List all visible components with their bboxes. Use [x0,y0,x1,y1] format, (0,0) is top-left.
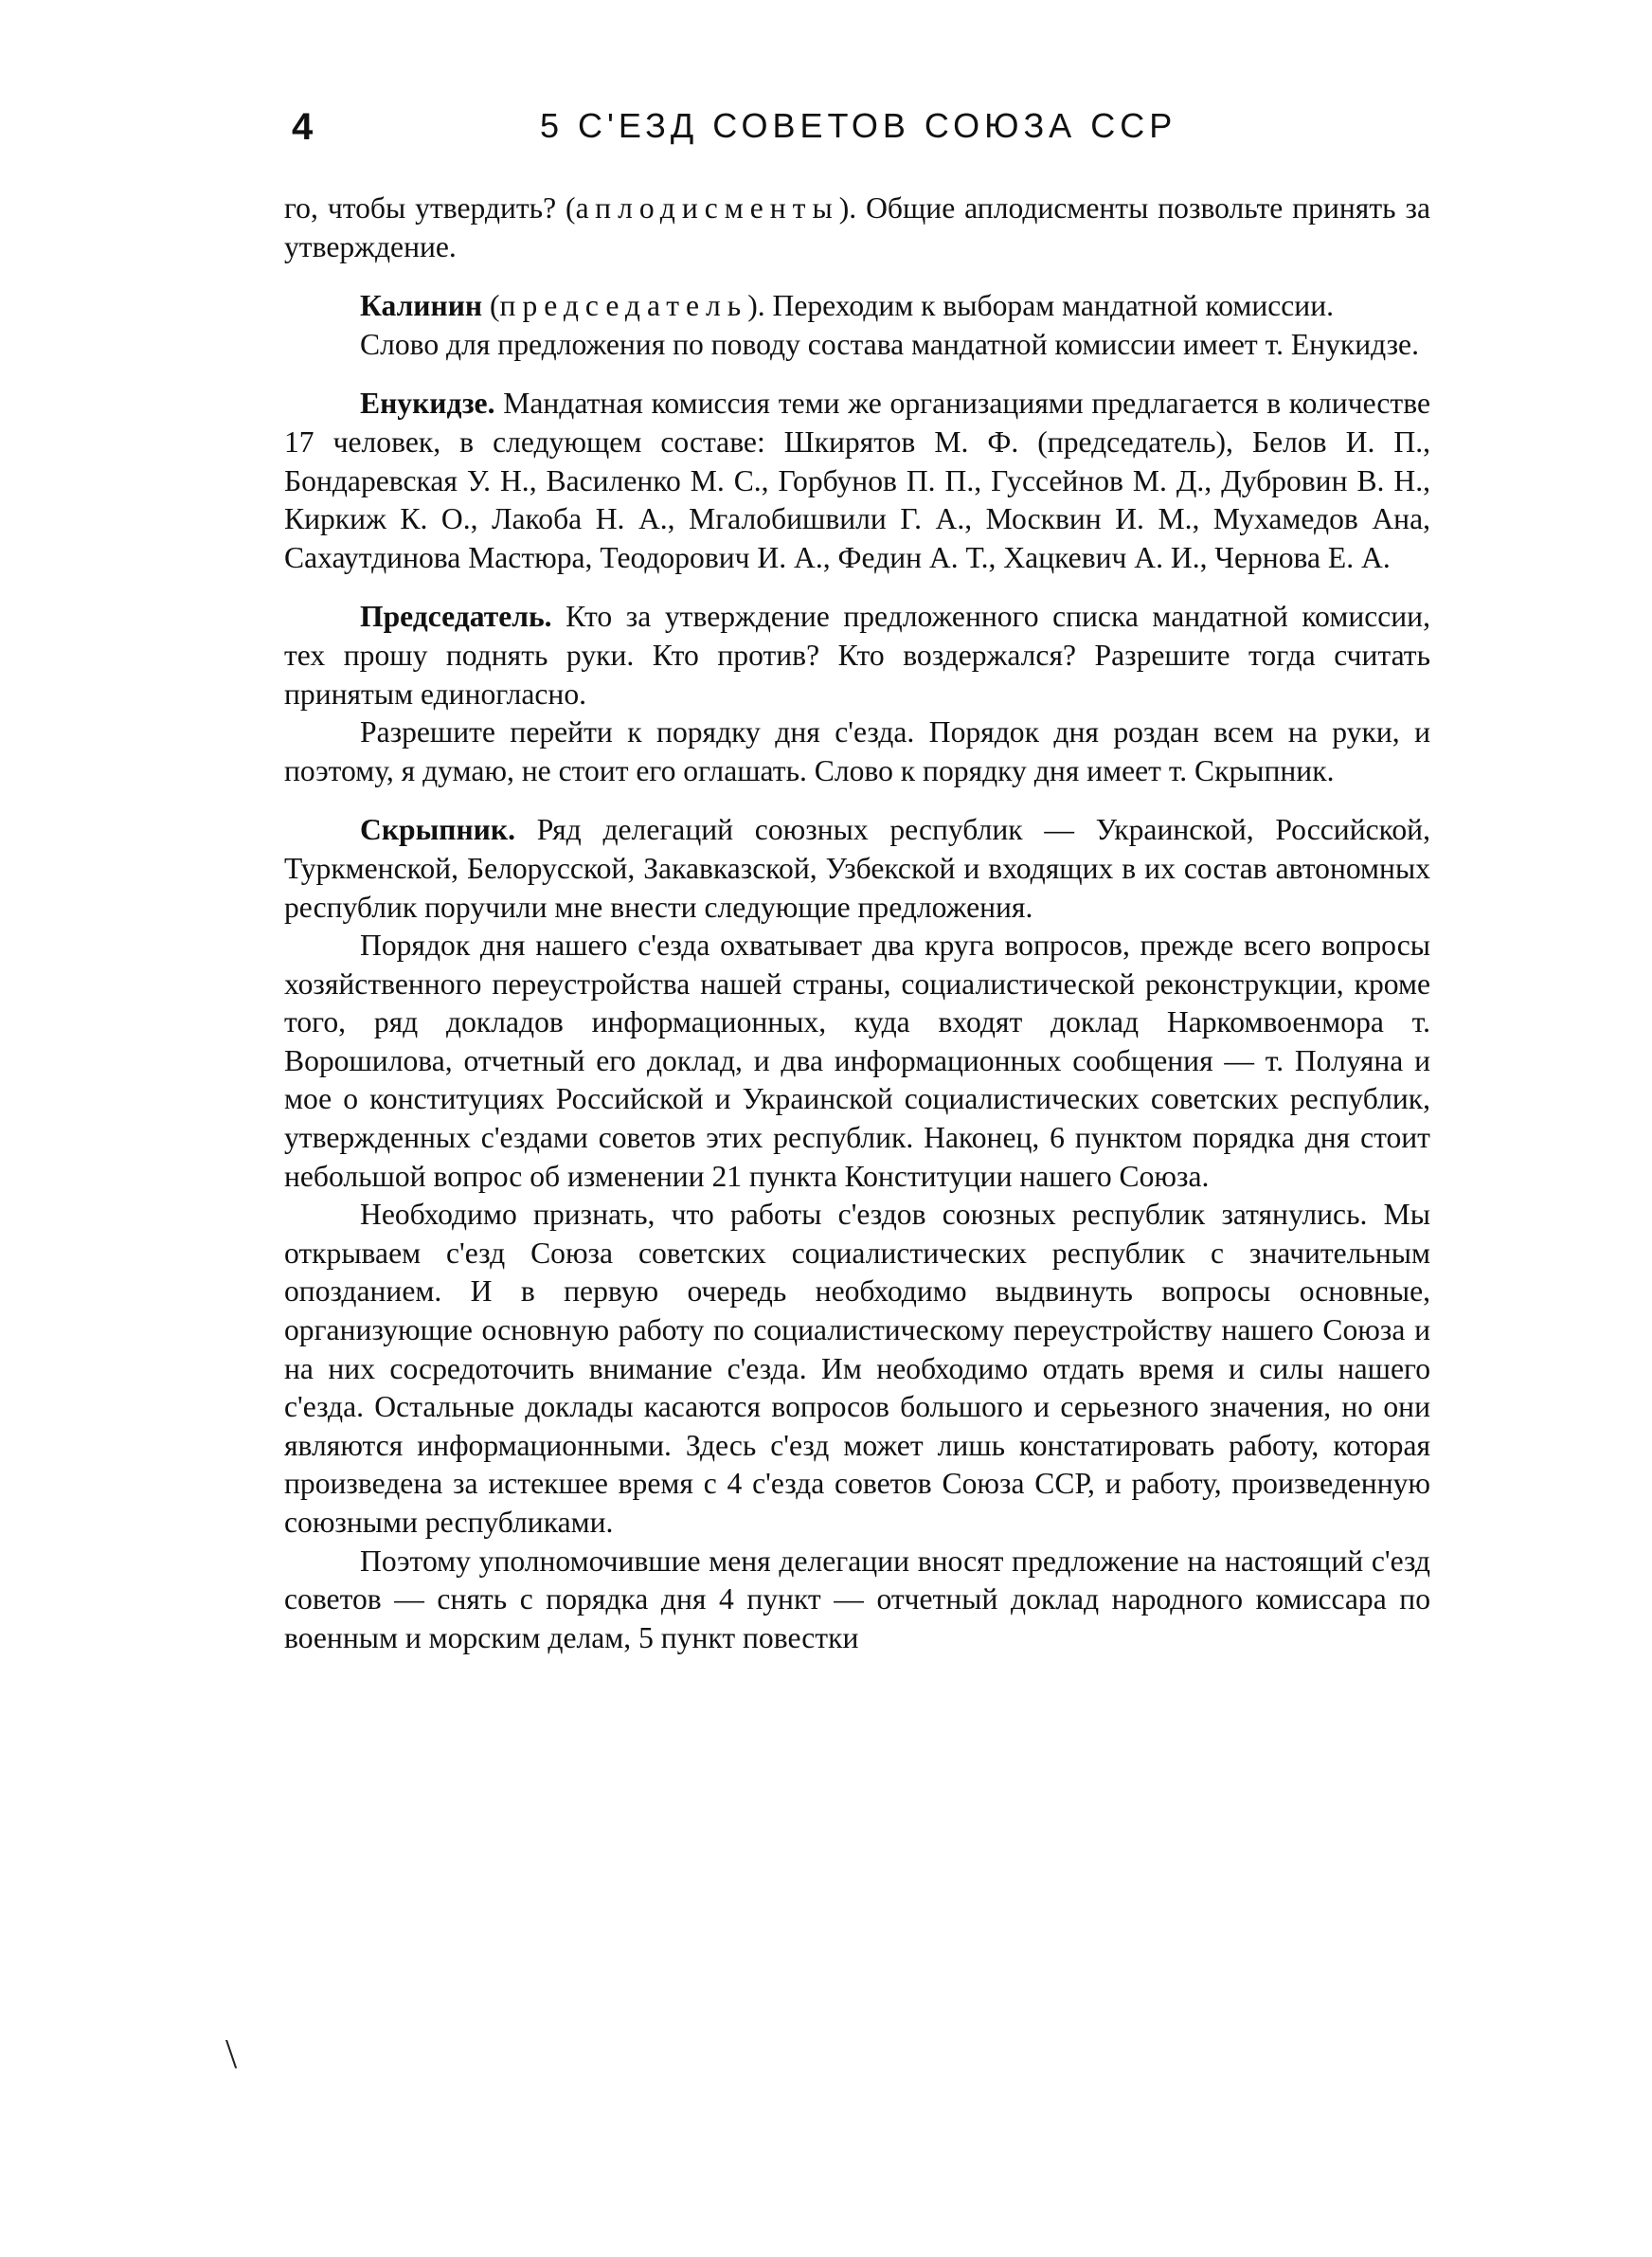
speaker-skrypnik: Скрыпник. [360,813,515,847]
paragraph-10: Поэтому уполномочившие меня делегации вносят предложение на настоящий с'езд советов — снять с порядка дня 4 пункт — отчетный доклад народного комиссара по военным и морским делам, 5 пункт повестки [284,1544,1430,1654]
paragraph-1-pre: го, чтобы утвердить? ( [284,191,576,225]
speaker-enukidze: Енукидзе. [360,387,495,421]
speaker-chairman: Председатель. [360,600,552,634]
applause-remark: аплодисменты [575,191,839,225]
paragraph-3: Слово для предложения по поводу состава мандатной комиссии имеет т. Енукидзе. [360,327,1419,361]
role-open: ( [482,289,500,323]
margin-pencil-mark-icon: \ [225,2031,238,2077]
page-header [284,106,1430,163]
paragraph-7 [284,811,1430,927]
paragraph-4-text: Мандатная комиссия теми же организациями предлагается в количестве 17 человек, в следующем составе: Шкирятов М. Ф. (председатель), Белов И. П., Бондаревская У. Н., Василенко М. С., Горбунов П. П., Гуссейнов М. Д., Дубровин В. Н., Киркиж К. О., Лакоба Н. А., Мгалобишвили Г. А., Москвин И. М., Мухамедов Ана, Сахаутдинова Мастюра, Теодорович И. А., Федин А. Т., Хацкевич А. И., Чернова Е. А. [284,387,1430,574]
body-text [284,190,1430,1657]
paragraph-1 [284,190,1430,266]
paragraph-6: Разрешите перейти к порядку дня с'езда. Порядок дня роздан всем на руки, и поэтому, я думаю, не стоит его оглашать. Слово к порядку дня имеет т. Скрыпник. [284,715,1430,787]
paragraph-4 [284,385,1430,577]
paragraph-1-post: ). Общие аплодисменты позвольте принять за утверждение. [284,191,1430,263]
role-close: ). [747,289,773,323]
running-title: 5 С'ЕЗД СОВЕТОВ СОЮЗА ССР [540,106,1177,145]
paragraph-5 [284,598,1430,713]
paragraph-8: Порядок дня нашего с'езда охватывает два круга вопросов, прежде всего вопросы хозяйственного переустройства нашей страны, социалистической реконструкции, кроме того, ряд докладов информационных, куда входят доклад Наркомвоенмора т. Ворошилова, отчетный его доклад, и два информационных сообщения — т. Полуяна и мое о конституциях Российской и Украинской социалистических советских республик, утвержденных с'ездами советов этих республик. Наконец, 6 пунктом порядка дня стоит небольшой вопрос об изменении 21 пункта Конституции нашего Союза. [284,929,1430,1193]
paragraph-9: Необходимо признать, что работы с'ездов союзных республик затянулись. Мы открываем с'езд Союза советских социалистических республик с значительным опозданием. И в первую очередь необходимо выдвинуть вопросы основные, организующие основную работу по социалистическому переустройству нашего Союза и на них сосредоточить внимание с'езда. Им необходимо отдать время и силы нашего с'езда. Остальные доклады касаются вопросов большого и серьезного значения, но они являются информационными. Здесь с'езд может лишь констатировать работу, которая произведена за истекшее время с 4 с'езда советов Союза ССР, и работу, произведенную союзными республиками. [284,1198,1430,1539]
speaker-role: председатель [499,289,748,323]
paragraph-7-text: Ряд делегаций союзных республик — Украинской, Российской, Туркменской, Белорусской, Закавказской, Узбекской и входящих в их состав автономных республик поручили мне внести следующие предложения. [284,813,1430,924]
paragraph-5-text: Кто за утверждение предложенного списка мандатной комиссии, тех прошу поднять руки. Кто против? Кто воздержался? Разрешите тогда считать принятым единогласно. [284,600,1430,711]
speaker-kalinin: Калинин [360,289,483,323]
paragraph-2-text: Переходим к выборам мандатной комиссии. [772,289,1335,323]
paragraph-2 [284,287,1430,326]
page-number: 4 [292,106,314,148]
